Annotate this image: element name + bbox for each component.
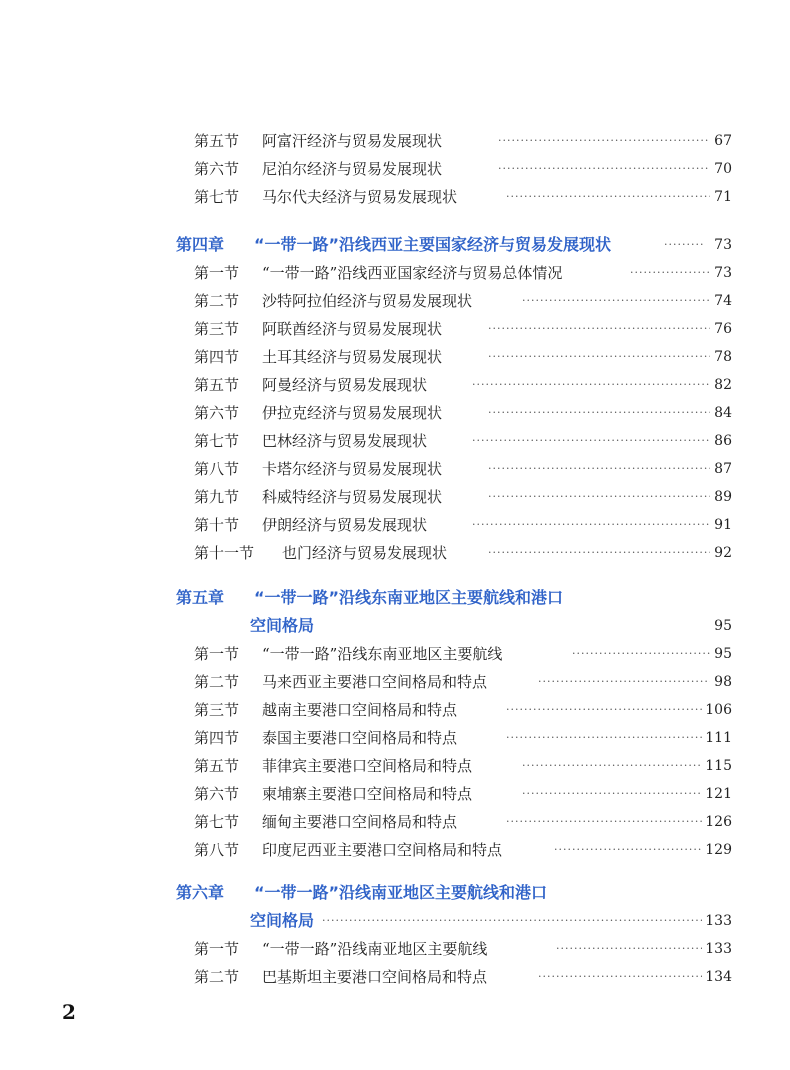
page-ref: 133 xyxy=(705,913,732,929)
chapter-title: “一带一路”沿线西亚主要国家经济与贸易发展现状 xyxy=(254,235,612,254)
page-ref: 74 xyxy=(714,293,732,309)
toc-chapter-row[interactable] xyxy=(0,585,790,611)
section-title: 尼泊尔经济与贸易发展现状 xyxy=(262,160,443,178)
chapter-label: 第六章 xyxy=(176,883,225,902)
page-ref: 91 xyxy=(714,517,732,533)
toc-chapter-row-continued[interactable] xyxy=(0,908,790,934)
dot-leader xyxy=(538,964,702,990)
page-ref: 70 xyxy=(714,161,732,177)
section-title: “一带一路”沿线东南亚地区主要航线 xyxy=(262,645,503,663)
toc-section-row[interactable] xyxy=(0,484,790,510)
section-label: 第八节 xyxy=(194,460,240,478)
dot-leader xyxy=(488,484,710,510)
page-number: 2 xyxy=(62,1000,76,1024)
toc-section-row[interactable] xyxy=(0,456,790,482)
section-label: 第三节 xyxy=(194,701,240,719)
dot-leader xyxy=(498,128,710,154)
page-ref: 82 xyxy=(714,377,732,393)
page-ref: 71 xyxy=(714,189,732,205)
toc-section-row[interactable] xyxy=(0,344,790,370)
section-label: 第七节 xyxy=(194,432,240,450)
section-title: 马尔代夫经济与贸易发展现状 xyxy=(262,188,458,206)
section-title: 巴基斯坦主要港口空间格局和特点 xyxy=(262,968,488,986)
page-ref: 95 xyxy=(714,618,732,634)
page-ref: 121 xyxy=(705,786,732,802)
section-label: 第二节 xyxy=(194,968,240,986)
section-label: 第六节 xyxy=(194,785,240,803)
toc-section-row[interactable] xyxy=(0,512,790,538)
toc-section-row[interactable] xyxy=(0,753,790,779)
toc-section-row[interactable] xyxy=(0,725,790,751)
dot-leader xyxy=(506,725,702,751)
section-label: 第四节 xyxy=(194,348,240,366)
section-title: “一带一路”沿线南亚地区主要航线 xyxy=(262,940,488,958)
section-title: “一带一路”沿线西亚国家经济与贸易总体情况 xyxy=(262,264,563,282)
section-title: 印度尼西亚主要港口空间格局和特点 xyxy=(262,841,503,859)
dot-leader xyxy=(488,456,710,482)
toc-chapter-row[interactable] xyxy=(0,880,790,906)
toc-section-row[interactable] xyxy=(0,641,790,667)
section-label: 第四节 xyxy=(194,729,240,747)
dot-leader xyxy=(498,156,710,182)
dot-leader xyxy=(522,753,702,779)
toc-section-row[interactable] xyxy=(0,288,790,314)
page-ref: 129 xyxy=(705,842,732,858)
section-title: 缅甸主要港口空间格局和特点 xyxy=(262,813,458,831)
section-label: 第十一节 xyxy=(194,544,255,562)
toc-chapter-row[interactable] xyxy=(0,232,790,258)
section-label: 第九节 xyxy=(194,488,240,506)
section-title: 科威特经济与贸易发展现状 xyxy=(262,488,443,506)
section-label: 第十节 xyxy=(194,516,240,534)
section-title: 土耳其经济与贸易发展现状 xyxy=(262,348,443,366)
section-title: 沙特阿拉伯经济与贸易发展现状 xyxy=(262,292,473,310)
section-label: 第五节 xyxy=(194,132,240,150)
page-ref: 126 xyxy=(705,814,732,830)
toc-section-row[interactable] xyxy=(0,781,790,807)
toc-section-row[interactable] xyxy=(0,809,790,835)
page-ref: 92 xyxy=(714,545,732,561)
page-ref: 73 xyxy=(714,237,732,253)
page-ref: 98 xyxy=(714,674,732,690)
section-title: 也门经济与贸易发展现状 xyxy=(282,544,448,562)
section-label: 第六节 xyxy=(194,404,240,422)
toc-section-row[interactable] xyxy=(0,372,790,398)
section-label: 第一节 xyxy=(194,264,240,282)
section-title: 阿曼经济与贸易发展现状 xyxy=(262,376,428,394)
toc-section-row[interactable] xyxy=(0,936,790,962)
section-label: 第八节 xyxy=(194,841,240,859)
section-label: 第七节 xyxy=(194,188,240,206)
section-label: 第一节 xyxy=(194,645,240,663)
chapter-title: “一带一路”沿线东南亚地区主要航线和港口 xyxy=(254,588,564,607)
dot-leader xyxy=(572,641,710,667)
toc-section-row[interactable] xyxy=(0,260,790,286)
toc-section-row[interactable] xyxy=(0,400,790,426)
toc-section-row[interactable] xyxy=(0,697,790,723)
page-ref: 78 xyxy=(714,349,732,365)
page-ref: 115 xyxy=(705,758,732,774)
toc-section-row[interactable] xyxy=(0,428,790,454)
section-title: 巴林经济与贸易发展现状 xyxy=(262,432,428,450)
dot-leader xyxy=(506,184,710,210)
dot-leader xyxy=(506,697,702,723)
section-label: 第二节 xyxy=(194,673,240,691)
page-ref: 134 xyxy=(705,969,732,985)
section-label: 第二节 xyxy=(194,292,240,310)
chapter-label: 第五章 xyxy=(176,588,225,607)
toc-section-row[interactable] xyxy=(0,837,790,863)
dot-leader xyxy=(506,809,702,835)
toc-section-row[interactable] xyxy=(0,540,790,566)
dot-leader xyxy=(488,400,710,426)
page-ref: 67 xyxy=(714,133,732,149)
section-title: 越南主要港口空间格局和特点 xyxy=(262,701,458,719)
page-ref: 111 xyxy=(705,730,732,746)
toc-section-row[interactable] xyxy=(0,669,790,695)
section-label: 第七节 xyxy=(194,813,240,831)
toc-section-row[interactable] xyxy=(0,184,790,210)
section-title: 菲律宾主要港口空间格局和特点 xyxy=(262,757,473,775)
page-ref: 76 xyxy=(714,321,732,337)
section-title: 伊朗经济与贸易发展现状 xyxy=(262,516,428,534)
chapter-title: “一带一路”沿线南亚地区主要航线和港口 xyxy=(254,883,548,902)
section-label: 第六节 xyxy=(194,160,240,178)
dot-leader xyxy=(522,781,702,807)
page-ref: 84 xyxy=(714,405,732,421)
page-ref: 106 xyxy=(705,702,732,718)
dot-leader xyxy=(488,344,710,370)
dot-leader xyxy=(472,428,710,454)
toc-section-row[interactable] xyxy=(0,316,790,342)
dot-leader xyxy=(322,908,702,934)
dot-leader xyxy=(472,512,710,538)
toc-section-row[interactable] xyxy=(0,156,790,182)
dot-leader xyxy=(488,316,710,342)
section-label: 第三节 xyxy=(194,320,240,338)
page-ref: 87 xyxy=(714,461,732,477)
toc-section-row[interactable] xyxy=(0,128,790,154)
dot-leader xyxy=(488,540,710,566)
section-title: 柬埔寨主要港口空间格局和特点 xyxy=(262,785,473,803)
toc-section-row[interactable] xyxy=(0,964,790,990)
dot-leader xyxy=(554,837,702,863)
page-ref: 133 xyxy=(705,941,732,957)
chapter-label: 第四章 xyxy=(176,235,225,254)
chapter-title-line2: 空间格局 xyxy=(250,616,315,635)
section-label: 第五节 xyxy=(194,757,240,775)
section-title: 阿富汗经济与贸易发展现状 xyxy=(262,132,443,150)
toc-chapter-row-continued[interactable] xyxy=(0,613,790,639)
dot-leader xyxy=(556,936,702,962)
page-ref: 95 xyxy=(714,646,732,662)
section-title: 伊拉克经济与贸易发展现状 xyxy=(262,404,443,422)
page-ref: 89 xyxy=(714,489,732,505)
section-title: 卡塔尔经济与贸易发展现状 xyxy=(262,460,443,478)
chapter-title-line2: 空间格局 xyxy=(250,911,315,930)
dot-leader xyxy=(522,288,710,314)
section-label: 第五节 xyxy=(194,376,240,394)
dot-leader xyxy=(538,669,710,695)
page-ref: 86 xyxy=(714,433,732,449)
dot-leader xyxy=(472,372,710,398)
page-ref: 73 xyxy=(714,265,732,281)
section-title: 阿联酋经济与贸易发展现状 xyxy=(262,320,443,338)
section-title: 泰国主要港口空间格局和特点 xyxy=(262,729,458,747)
section-title: 马来西亚主要港口空间格局和特点 xyxy=(262,673,488,691)
section-label: 第一节 xyxy=(194,940,240,958)
